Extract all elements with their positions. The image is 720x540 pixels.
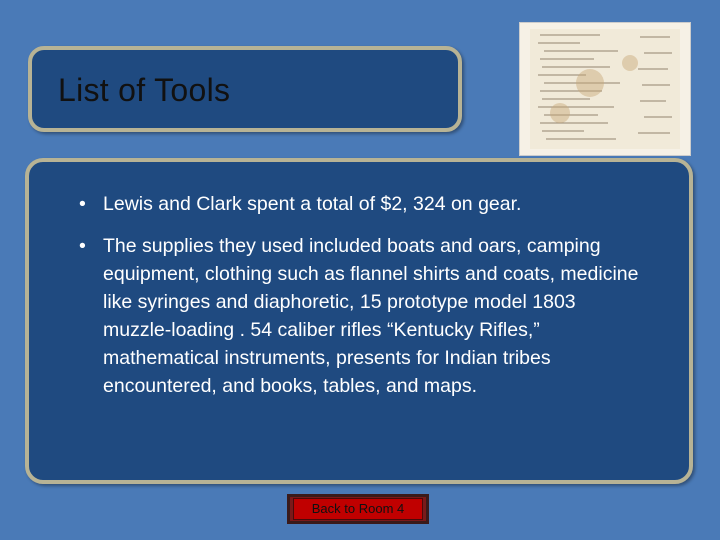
bullet-text: The supplies they used included boats and oars, camping equipment, clothing such as flannel shirts and coats, medicine like syringes and diaphoretic, 15 prototype model 1803 muzzle-loading . 54 caliber rifles “Kentucky Rifles,” mathematical instruments, presents for Indian tribes encountered, and books, tables, and maps.	[103, 235, 639, 397]
bullet-icon: •	[79, 235, 86, 257]
bullet-text: Lewis and Clark spent a total of $2, 324 on gear.	[103, 193, 522, 215]
handwritten-document-image	[519, 22, 691, 156]
title-box	[28, 46, 462, 132]
bullet-list	[79, 190, 639, 414]
bullet-icon: •	[79, 193, 86, 215]
page-title: List of Tools	[58, 72, 231, 108]
list-item	[79, 232, 639, 400]
content-panel	[25, 158, 693, 484]
list-item	[79, 190, 639, 218]
back-button-label: Back to Room 4	[293, 498, 424, 520]
back-to-room-button[interactable]	[287, 494, 429, 524]
